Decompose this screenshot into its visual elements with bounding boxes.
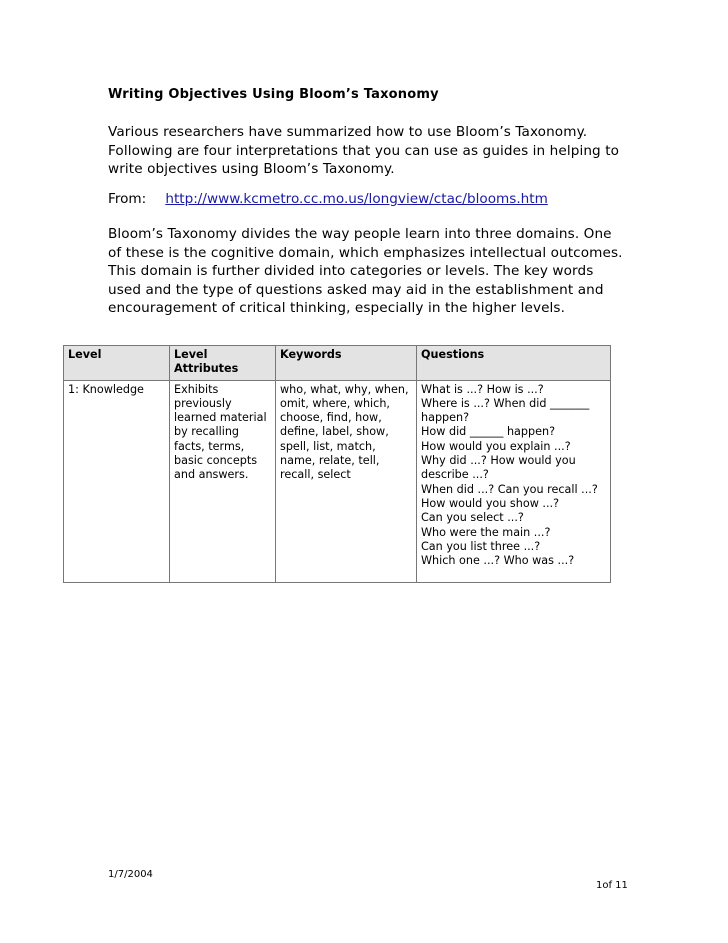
body-paragraph: Bloom’s Taxonomy divides the way people learn into three domains. One of these is the cognitive domain, which emphasizes intellectual outcomes. This domain is further divided into categories or levels. The key words used and the type of questions asked may aid in the establishment and encouragement of critical thinking, especially in the higher levels. <box>108 226 623 316</box>
source-line <box>108 191 548 207</box>
table-row <box>64 380 611 583</box>
question-line: How would you show ...? <box>421 496 560 510</box>
question-line: Can you select ...? <box>421 511 524 525</box>
table-header-row <box>64 346 611 381</box>
cell-attributes: Exhibits previously learned material by recalling facts, terms, basic concepts and answers. <box>170 380 276 583</box>
question-line: Can you list three ...? <box>421 539 541 553</box>
question-line: How would you explain ...? <box>421 439 571 453</box>
question-line: When did ...? Can you recall ...? <box>421 482 598 496</box>
intro-paragraph: Various researchers have summarized how to use Bloom’s Taxonomy. Following are four interpretations that you can use as guides in helping to write objectives using Bloom’s Taxonomy. <box>108 124 620 177</box>
question-line: Who were the main ...? <box>421 525 551 539</box>
cell-level: 1: Knowledge <box>64 380 170 583</box>
page-number: 1of 11 <box>596 880 628 891</box>
document-title: Writing Objectives Using Bloom’s Taxonomy <box>108 87 439 102</box>
footer-date: 1/7/2004 <box>108 869 153 880</box>
question-line: Which one ...? Who was ...? <box>421 554 575 568</box>
from-label: From: <box>108 191 147 207</box>
header-questions: Questions <box>417 346 611 381</box>
question-line: How did ______ happen? <box>421 425 556 439</box>
cell-questions <box>417 380 611 583</box>
source-link[interactable]: http://www.kcmetro.cc.mo.us/longview/ctac/blooms.htm <box>165 191 548 207</box>
question-line: What is ...? How is ...? <box>421 382 544 396</box>
question-line: Where is ...? When did _______ happen? <box>421 396 590 425</box>
cell-keywords: who, what, why, when, omit, where, which, choose, find, how, define, label, show, spell, list, match, name, relate, tell, recall, select <box>276 380 417 583</box>
header-keywords: Keywords <box>276 346 417 381</box>
bloom-taxonomy-table <box>63 345 611 583</box>
header-level-attributes: Level Attributes <box>170 346 276 381</box>
question-line: Why did ...? How would you describe ...? <box>421 454 576 482</box>
header-level: Level <box>64 346 170 381</box>
